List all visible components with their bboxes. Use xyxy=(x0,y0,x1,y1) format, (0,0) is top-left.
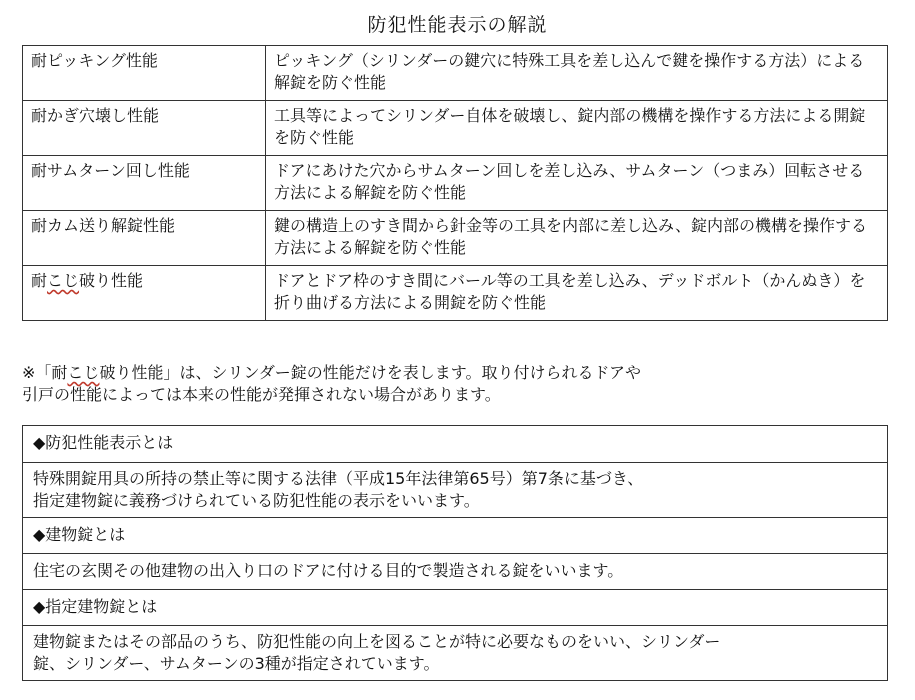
section-body xyxy=(23,462,887,517)
table-row xyxy=(23,211,888,266)
table-row xyxy=(23,266,888,321)
footnote xyxy=(22,362,888,406)
spellcheck-underlined-text: こじ xyxy=(67,363,100,382)
spellcheck-underlined-text: こじ xyxy=(47,271,80,290)
footnote-text: 破り性能」は、シリンダー錠の性能だけを表します。取り付けられるドアや xyxy=(99,363,642,382)
footnote-line-1 xyxy=(22,362,888,384)
performance-description: ドアにあけた穴からサムターン回しを差し込み、サムターン（つまみ）回転させる方法による解錠を防ぐ性能 xyxy=(266,156,888,211)
table-row xyxy=(23,101,888,156)
page-title: 防犯性能表示の解説 xyxy=(367,14,548,36)
footnote-prefix: ※「耐 xyxy=(22,363,68,382)
section-body: 住宅の玄関その他建物の出入り口のドアに付ける目的で製造される錠をいいます。 xyxy=(23,553,887,589)
performance-name: 耐カム送り解錠性能 xyxy=(23,211,266,266)
section-heading: ◆防犯性能表示とは xyxy=(33,433,174,452)
section-body-line: 錠、シリンダー、サムターンの3種が指定されています。 xyxy=(33,654,440,673)
table-row xyxy=(23,156,888,211)
footnote-line-2: 引戸の性能によっては本来の性能が発揮されない場合があります。 xyxy=(22,385,501,404)
definitions-box xyxy=(22,425,888,681)
performance-name: 耐ピッキング性能 xyxy=(23,46,266,101)
performance-description: ドアとドア枠のすき間にバール等の工具を差し込み、デッドボルト（かんぬき）を折り曲げる方法による開錠を防ぐ性能 xyxy=(266,266,888,321)
performance-name: 耐かぎ穴壊し性能 xyxy=(23,101,266,156)
section-body-line: 特殊開錠用具の所持の禁止等に関する法律（平成15年法律第65号）第7条に基づき、 xyxy=(33,469,644,488)
section-heading: ◆建物錠とは xyxy=(23,517,887,553)
table-row xyxy=(23,46,888,101)
section-heading: ◆指定建物錠とは xyxy=(23,589,887,625)
section-body xyxy=(23,625,887,680)
performance-name xyxy=(23,266,266,321)
performance-table xyxy=(22,45,888,321)
name-suffix: 破り性能 xyxy=(79,271,144,290)
performance-description: 工具等によってシリンダー自体を破壊し、錠内部の機構を操作する方法による開錠を防ぐ性能 xyxy=(266,101,888,156)
performance-description: 鍵の構造上のすき間から針金等の工具を内部に差し込み、錠内部の機構を操作する方法による解錠を防ぐ性能 xyxy=(266,211,888,266)
performance-name: 耐サムターン回し性能 xyxy=(23,156,266,211)
section-body-line: 建物錠またはその部品のうち、防犯性能の向上を図ることが特に必要なものをいい、シリンダー xyxy=(33,632,721,651)
section-body-line: 指定建物錠に義務づけられている防犯性能の表示をいいます。 xyxy=(33,491,480,510)
name-prefix: 耐 xyxy=(31,271,48,290)
performance-description: ピッキング（シリンダーの鍵穴に特殊工具を差し込んで鍵を操作する方法）による解錠を防ぐ性能 xyxy=(266,46,888,101)
